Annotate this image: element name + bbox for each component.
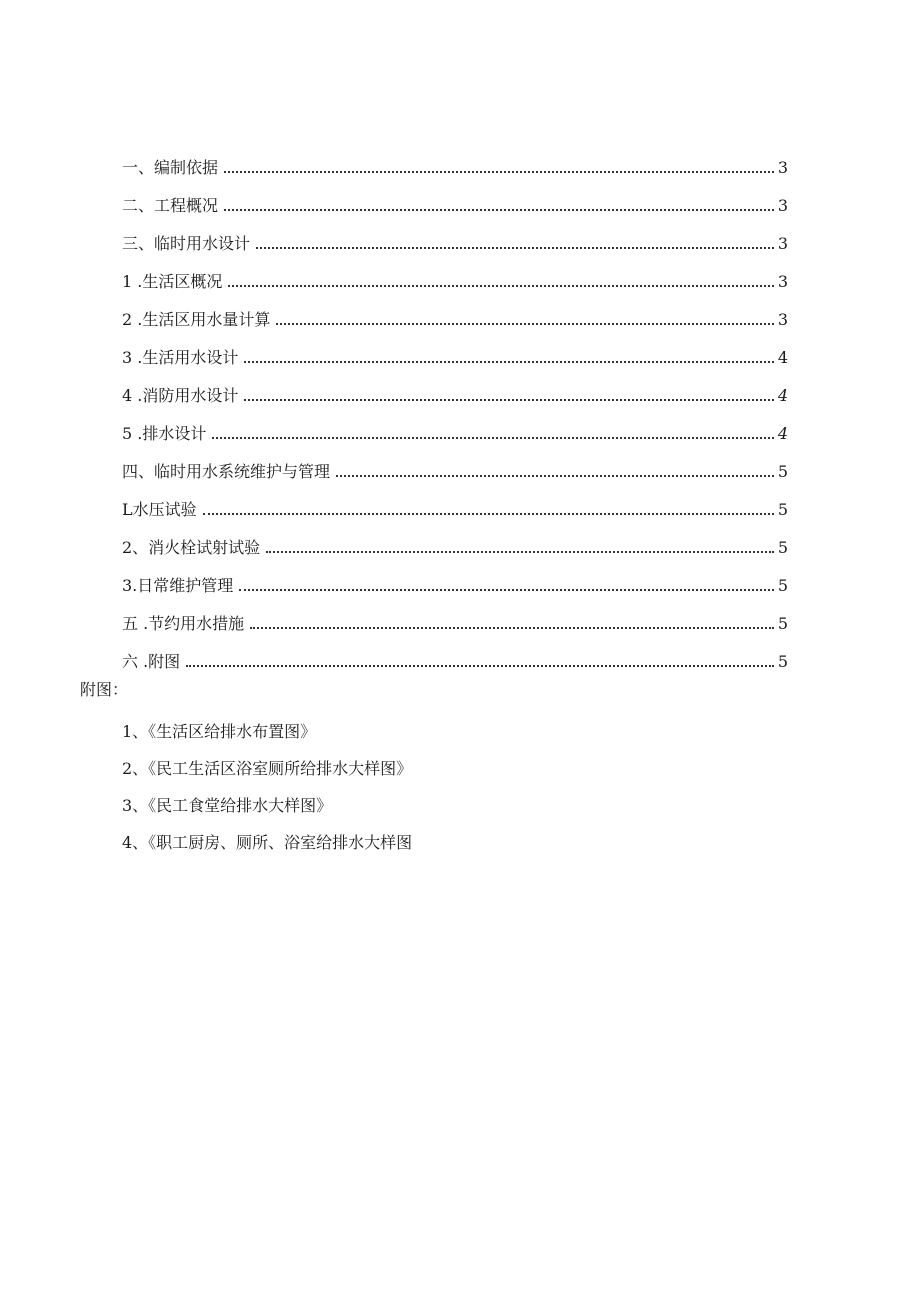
toc-entry-page: 5 — [777, 652, 788, 671]
toc-dot-leader — [203, 513, 774, 515]
toc-entry[interactable] — [122, 216, 788, 254]
toc-entry[interactable] — [122, 178, 788, 216]
appendix-item: 1、《生活区给排水布置图》 — [122, 722, 317, 741]
toc-entry-label: 四、临时用水系统维护与管理 — [122, 462, 331, 481]
appendix-title: 附图： — [80, 680, 129, 699]
toc-entry[interactable] — [122, 406, 788, 444]
toc-entry-label: 一、编制依据 — [122, 158, 219, 177]
toc-entry[interactable] — [122, 596, 788, 634]
toc-entry-page: 3 — [777, 272, 788, 291]
toc-entry-label: 五 .节约用水措施 — [122, 614, 245, 633]
toc-dot-leader — [224, 171, 774, 173]
toc-entry[interactable] — [122, 254, 788, 292]
toc-dot-leader — [256, 247, 774, 249]
toc-entry-page: 5 — [777, 576, 788, 595]
appendix-item: 3、《民工食堂给排水大样图》 — [122, 796, 333, 815]
toc-dot-leader — [212, 437, 773, 439]
toc-dot-leader — [266, 551, 774, 553]
toc-entry-page: 4 — [777, 386, 788, 405]
toc-entry-label: 二、工程概况 — [122, 196, 219, 215]
toc-entry-page: 3 — [777, 196, 788, 215]
toc-entry-page: 3 — [777, 234, 788, 253]
toc-entry[interactable] — [122, 444, 788, 482]
toc-dot-leader — [228, 285, 773, 287]
toc-dot-leader — [224, 209, 774, 211]
toc-entry-label: 2 .生活区用水量计算 — [122, 310, 271, 329]
toc-dot-leader — [239, 589, 774, 591]
toc-entry-label: 3 .生活用水设计 — [122, 348, 239, 367]
toc-entry-label: 2、消火栓试射试验 — [122, 538, 261, 557]
toc-entry[interactable] — [122, 482, 788, 520]
toc-entry-page: 3 — [777, 310, 788, 329]
toc-entry-label: 三、临时用水设计 — [122, 234, 251, 253]
toc-entry-label: 4 .消防用水设计 — [122, 386, 239, 405]
toc-entry-page: 5 — [777, 500, 788, 519]
toc-dot-leader — [186, 665, 774, 667]
toc-dot-leader — [276, 323, 773, 325]
toc-dot-leader — [250, 627, 774, 629]
toc-entry-label: 六 .附图 — [122, 652, 181, 671]
toc-entry[interactable] — [122, 634, 788, 672]
appendix-list — [122, 722, 412, 870]
toc-entry-label: 3.日常维护管理 — [122, 576, 234, 595]
toc-entry[interactable] — [122, 140, 788, 178]
toc-entry-label: L水压试验 — [122, 500, 197, 519]
appendix-item: 2、《民工生活区浴室厕所给排水大样图》 — [122, 759, 413, 778]
toc-entry[interactable] — [122, 292, 788, 330]
toc-entry-page: 4 — [777, 348, 788, 367]
toc-dot-leader — [244, 361, 773, 363]
toc-dot-leader — [244, 399, 773, 401]
toc-entry-label: 1 .生活区概况 — [122, 272, 223, 291]
toc-entry-page: 5 — [777, 538, 788, 557]
toc-entry-label: 5 .排水设计 — [122, 424, 207, 443]
toc-entry[interactable] — [122, 520, 788, 558]
toc-entry[interactable] — [122, 330, 788, 368]
toc-entry[interactable] — [122, 558, 788, 596]
table-of-contents — [122, 140, 788, 672]
toc-dot-leader — [336, 475, 774, 477]
toc-entry-page: 4 — [777, 424, 788, 443]
toc-entry-page: 3 — [777, 158, 788, 177]
toc-entry[interactable] — [122, 368, 788, 406]
appendix-item: 4、《职工厨房、厕所、浴室给排水大样图 — [122, 833, 413, 852]
toc-entry-page: 5 — [777, 462, 788, 481]
toc-entry-page: 5 — [777, 614, 788, 633]
